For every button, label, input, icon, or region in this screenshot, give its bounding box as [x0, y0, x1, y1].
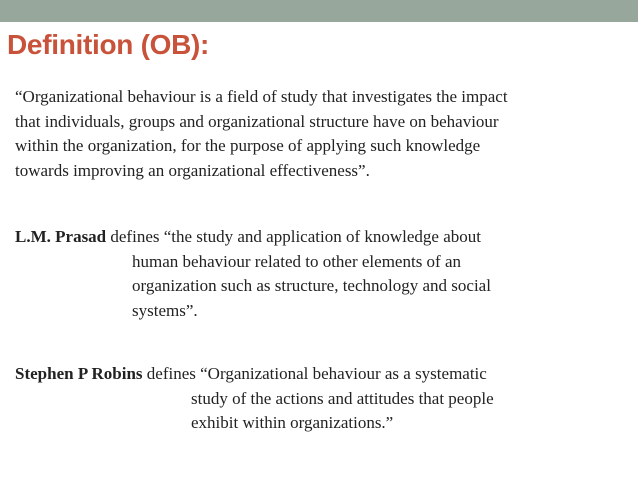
definition-robins — [15, 362, 494, 436]
definition-first-line — [15, 362, 494, 387]
top-accent-band — [0, 0, 638, 22]
definition-first-line — [15, 225, 491, 250]
author-name: L.M. Prasad — [15, 227, 107, 246]
quote-line: within the organization, for the purpose of applying such knowledge — [15, 136, 481, 155]
author-name: Stephen P Robins — [15, 364, 143, 383]
definition-prasad — [15, 225, 491, 323]
definition-continuation-line: organization such as structure, technology and social — [132, 276, 491, 295]
definition-text: defines “the study and application of knowledge about — [106, 227, 481, 246]
definition-continuation-line: study of the actions and attitudes that people — [191, 388, 494, 408]
definition-continuation-line: human behaviour related to other elements of an — [132, 251, 462, 271]
definition-continuation-line: exhibit within organizations.” — [191, 413, 394, 432]
quote-line: towards improving an organizational effectiveness”. — [15, 160, 370, 180]
definition-text: defines “Organizational behaviour as a systematic — [142, 364, 487, 383]
slide-title: Definition (OB): — [7, 29, 210, 60]
quote-line: that individuals, groups and organizational structure have on behaviour — [15, 111, 499, 131]
definition-continuation-line: systems”. — [132, 300, 198, 320]
quote-line: “Organizational behaviour is a field of study that investigates the impact — [15, 87, 508, 106]
ob-definition-quote — [15, 85, 625, 183]
